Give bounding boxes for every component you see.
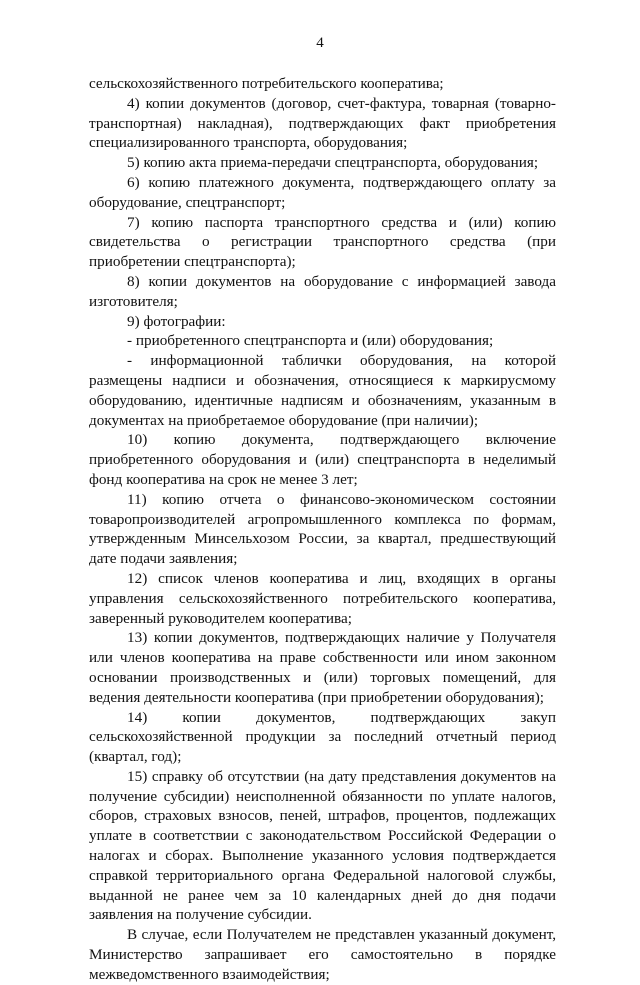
paragraph-continuation: сельскохозяйственного потребительского кооператива; — [89, 75, 444, 92]
document-body — [89, 74, 556, 985]
page-number: 4 — [316, 35, 324, 51]
paragraph-item-9-sub-2: - информационной таблички оборудования, на которой размещены надписи и обозначения, относящиеся к маркирусмому оборудованию, идентичные надписям и обозначениям, указанным в документах на приобретаемое оборудование (при наличии); — [89, 352, 556, 429]
paragraph-item-6: 6) копию платежного документа, подтверждающего оплату за оборудование, спецтранспорт; — [89, 173, 556, 211]
paragraph-item-11: 11) копию отчета о финансово-экономическом состоянии товаропроизводителей агропромышленного комплекса по формам, утвержденным Минсельхозом России, за квартал, предшествующий дате подачи заявления; — [89, 490, 556, 568]
paragraph-item-15-note: В случае, если Получателем не представлен указанный документ, Министерство запрашивает его самостоятельно в порядке межведомственного взаимодействия; — [89, 926, 556, 983]
paragraph-item-7: 7) копию паспорта транспортного средства и (или) копию свидетельства о регистрации транспортного средства (при приобретении спецтранспорта); — [89, 213, 556, 271]
paragraph-item-9: 9) фотографии: — [127, 312, 226, 330]
paragraph-item-15: 15) справку об отсутствии (на дату представления документов на получение субсидии) неисполненной обязанности по уплате налогов, сборов, страховых взносов, пеней, штрафов, процентов, подлежащих уплате в соответствии с законодательством Российской Федерации о налогах и сборах. Выполнение указанного условия подтверждается справкой территориального органа Федеральной налоговой службы, выданной не ранее чем за 10 календарных дней до дня подачи заявления на получение субсидии. — [89, 767, 556, 924]
paragraph-item-14: 14) копии документов, подтверждающих закуп сельскохозяйственной продукции за последний отчетный период (квартал, год); — [89, 708, 556, 766]
paragraph-item-12: 12) список членов кооператива и лиц, входящих в органы управления сельскохозяйственного потребительского кооператива, заверенный руководителем кооператива; — [89, 569, 556, 627]
paragraph-item-9-sub-1: - приобретенного спецтранспорта и (или) оборудования; — [127, 332, 494, 350]
paragraph-item-8: 8) копии документов на оборудование с информацией завода изготовителя; — [89, 272, 556, 310]
paragraph-item-5: 5) копию акта приема-передачи спецтранспорта, оборудования; — [127, 154, 539, 172]
paragraph-item-4: 4) копии документов (договор, счет-фактура, товарная (товарно-транспортная) накладная), подтверждающих факт приобретения специализированного транспорта, оборудования; — [89, 94, 556, 152]
paragraph-item-10: 10) копию документа, подтверждающего включение приобретенного оборудования и (или) спецтранспорта в неделимый фонд кооператива на срок не менее 3 лет; — [89, 431, 556, 488]
paragraph-item-13: 13) копии документов, подтверждающих наличие у Получателя или членов кооператива на праве собственности или ином законном основании производственных и (или) торговых помещений, для ведения деятельности кооператива (при приобретении оборудования); — [89, 629, 556, 706]
